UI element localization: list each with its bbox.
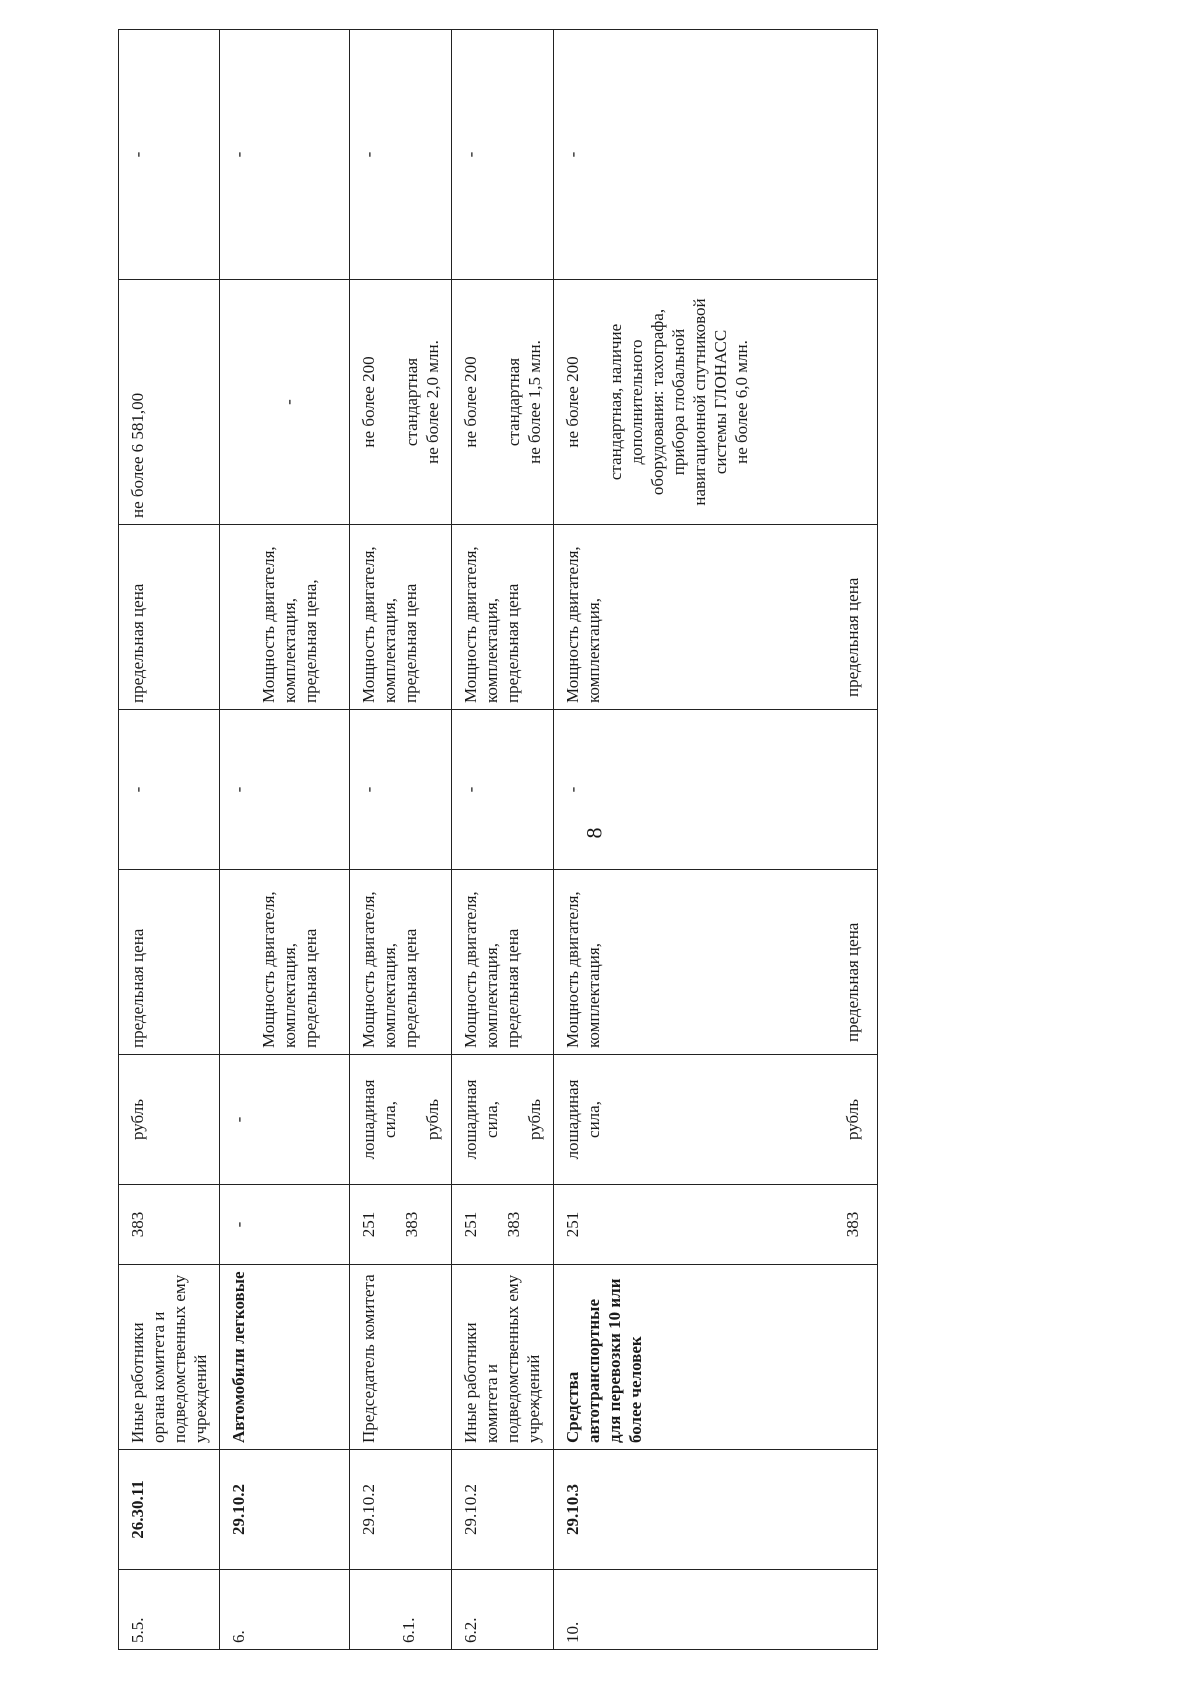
value: не более 6 581,00 bbox=[119, 280, 220, 525]
characteristic-b: предельная цена bbox=[843, 922, 862, 1042]
value-a: не более 200 bbox=[461, 356, 480, 448]
item-name: Автомобили легковые bbox=[220, 1265, 350, 1450]
unit-name-b: рубль bbox=[525, 1099, 544, 1141]
value: - bbox=[119, 710, 220, 870]
value bbox=[554, 280, 878, 525]
okpd-code: 29.10.3 bbox=[554, 1450, 878, 1570]
unit-name-b: рубль bbox=[423, 1099, 442, 1141]
value: - bbox=[220, 30, 350, 280]
okei-code-a: 251 bbox=[359, 1211, 378, 1238]
value-c: не более 1,5 млн. bbox=[525, 340, 544, 464]
item-name: Председатель комитета bbox=[350, 1265, 452, 1450]
value-c: не более 6,0 млн. bbox=[732, 340, 751, 464]
characteristic-a: Мощность двигателя, комплектация, bbox=[563, 546, 603, 703]
characteristic-cell bbox=[562, 531, 869, 703]
characteristic-b: предельная цена bbox=[843, 577, 862, 697]
value-c: не более 2,0 млн. bbox=[423, 340, 442, 464]
okei-code-b: 383 bbox=[504, 1211, 523, 1238]
okpd-code: 26.30.11 bbox=[119, 1450, 220, 1570]
value-a: не более 200 bbox=[563, 356, 582, 448]
value-text: - bbox=[279, 399, 298, 405]
okei-code-b: 383 bbox=[402, 1211, 421, 1238]
okei-code-b: 383 bbox=[843, 1211, 862, 1238]
norms-table bbox=[118, 29, 878, 1650]
row-number: 5.5. bbox=[119, 1570, 220, 1650]
unit-name bbox=[554, 1055, 878, 1185]
value: - bbox=[554, 30, 878, 280]
item-name: Средства автотранспортные для перевозки 10 или более человек bbox=[554, 1265, 878, 1450]
value-a: не более 200 bbox=[359, 356, 378, 448]
value: - bbox=[452, 710, 554, 870]
unit-name bbox=[350, 1055, 452, 1185]
okei-code bbox=[350, 1185, 452, 1265]
unit-name: рубль bbox=[119, 1055, 220, 1185]
characteristic-a: Мощность двигателя, комплектация, bbox=[563, 891, 603, 1048]
table-row bbox=[554, 30, 878, 1650]
rotated-table-container bbox=[118, 30, 862, 1650]
okpd-code: 29.10.2 bbox=[452, 1450, 554, 1570]
unit-name bbox=[452, 1055, 554, 1185]
okei-code bbox=[554, 1185, 878, 1265]
row-number-text: 6.1. bbox=[399, 1617, 418, 1643]
value: - bbox=[119, 30, 220, 280]
okei-code: 383 bbox=[119, 1185, 220, 1265]
value-b: стандартная, наличие дополнительного оборудования: тахографа, прибора глобальной навигационной спутниковой системы ГЛОНАСС bbox=[606, 298, 730, 506]
value bbox=[220, 280, 350, 525]
value: - bbox=[350, 30, 452, 280]
table-row bbox=[220, 30, 350, 1650]
okei-code-a: 251 bbox=[461, 1211, 480, 1238]
item-name: Иные работники комитета и подведомственных ему учреждений bbox=[452, 1265, 554, 1450]
characteristic: Мощность двигателя, комплектация, предельная цена bbox=[350, 525, 452, 710]
unit-name: - bbox=[220, 1055, 350, 1185]
characteristic bbox=[554, 525, 878, 710]
characteristic: Мощность двигателя, комплектация, предельная цена bbox=[452, 525, 554, 710]
characteristic-cell bbox=[562, 876, 869, 1048]
unit-name-a: лошадиная сила, bbox=[461, 1079, 501, 1160]
okei-code-a: 251 bbox=[563, 1211, 582, 1238]
value bbox=[452, 280, 554, 525]
value bbox=[350, 280, 452, 525]
row-number: 6.2. bbox=[452, 1570, 554, 1650]
characteristic: предельная цена bbox=[119, 525, 220, 710]
characteristic: предельная цена bbox=[119, 870, 220, 1055]
row-number bbox=[350, 1570, 452, 1650]
okei-code-cell bbox=[562, 1191, 869, 1258]
table-row bbox=[119, 30, 220, 1650]
row-number: 10. bbox=[554, 1570, 878, 1650]
unit-name-a: лошадиная сила, bbox=[359, 1079, 399, 1160]
unit-name-cell bbox=[562, 1061, 869, 1178]
value-b: стандартная bbox=[504, 357, 523, 447]
value-b: стандартная bbox=[402, 357, 421, 447]
okei-code bbox=[452, 1185, 554, 1265]
table-row bbox=[452, 30, 554, 1650]
characteristic: Мощность двигателя, комплектация, предельная цена bbox=[452, 870, 554, 1055]
value: - bbox=[452, 30, 554, 280]
characteristic: Мощность двигателя, комплектация, предельная цена bbox=[350, 870, 452, 1055]
value: - bbox=[220, 710, 350, 870]
value: - bbox=[350, 710, 452, 870]
characteristic-text: Мощность двигателя, комплектация, предельная цена bbox=[259, 891, 320, 1048]
value: - bbox=[554, 710, 878, 870]
unit-name-a: лошадиная сила, bbox=[563, 1079, 603, 1160]
okpd-code: 29.10.2 bbox=[350, 1450, 452, 1570]
characteristic bbox=[220, 870, 350, 1055]
row-number: 6. bbox=[220, 1570, 350, 1650]
item-name: Иные работники органа комитета и подведомственных ему учреждений bbox=[119, 1265, 220, 1450]
page-number: 8 bbox=[581, 827, 607, 839]
okei-code: - bbox=[220, 1185, 350, 1265]
characteristic bbox=[220, 525, 350, 710]
okpd-code: 29.10.2 bbox=[220, 1450, 350, 1570]
characteristic bbox=[554, 870, 878, 1055]
characteristic-text: Мощность двигателя, комплектация, предельная цена, bbox=[259, 546, 320, 703]
table-row bbox=[350, 30, 452, 1650]
unit-name-b: рубль bbox=[843, 1099, 862, 1141]
